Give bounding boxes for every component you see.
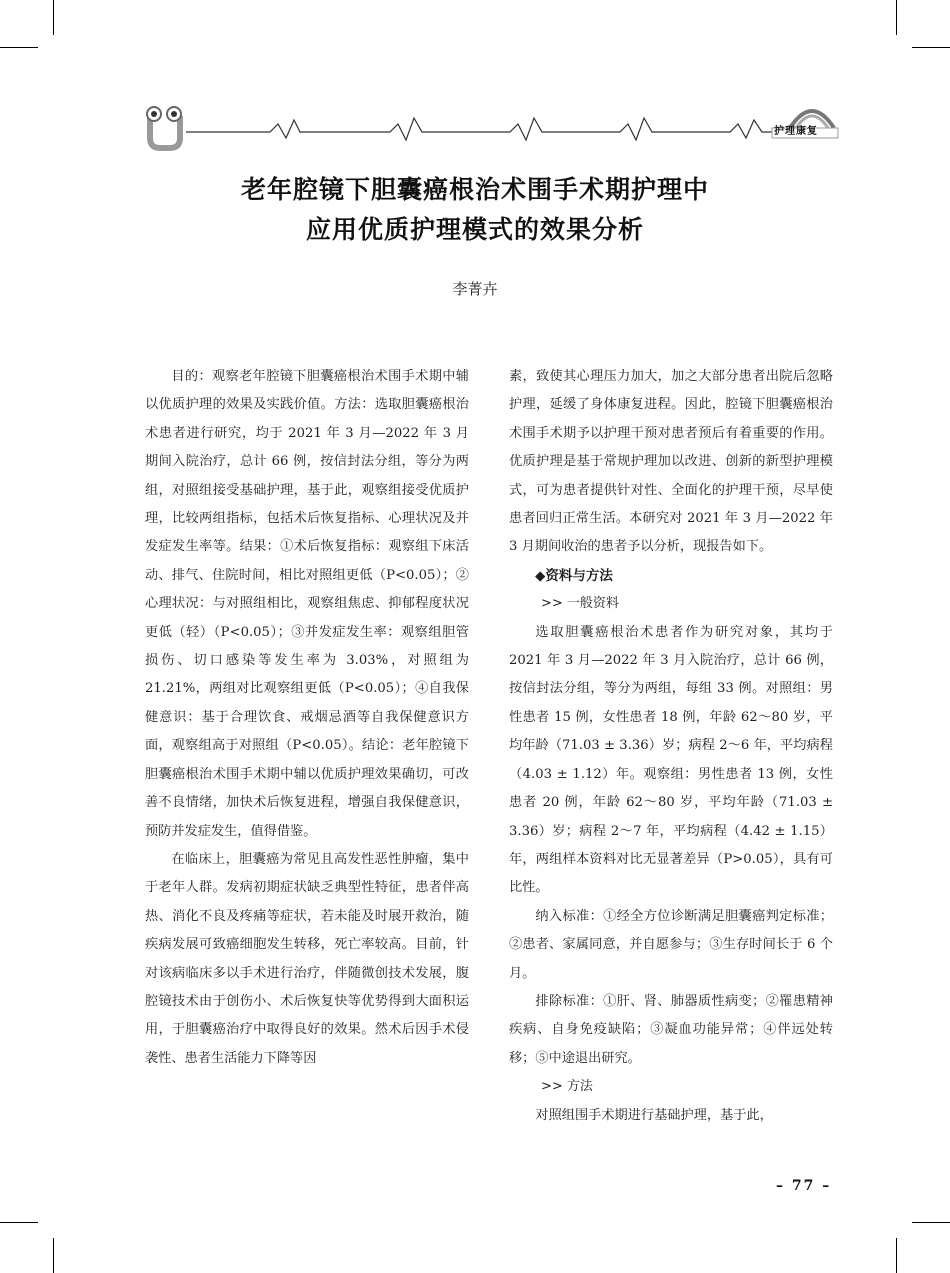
crop-mark bbox=[912, 47, 950, 48]
subsection-heading-method: >> 方法 bbox=[541, 1079, 593, 1095]
right-column bbox=[509, 363, 833, 1130]
section-heading: ◆资料与方法 bbox=[535, 567, 613, 584]
crop-mark bbox=[912, 1222, 950, 1223]
general-info-paragraph: 选取胆囊癌根治术患者作为研究对象，其均于 2021 年 3 月—2022 年 3 月入院治疗，总计 66 例，按信封法分组，等分为两组，每组 33 例。对照组：男性患者 15 例，女性患者 18 例，年龄 62～80 岁，平均年龄（71.03 ± 3.36）岁；病程 2～6 年，平均病程（4.03 ± 1.12）年。观察组：男性患者 13 例，女性患者 20 例，年龄 62～80 岁，平均年龄（71.03 ± 3.36）岁；病程 2～7 年，平均病程（4.42 ± 1.15）年，两组样本资料对比无显著差异（P>0.05），具有可比性。 bbox=[509, 624, 833, 896]
header-decoration bbox=[140, 98, 840, 158]
crop-mark bbox=[896, 0, 897, 35]
crop-mark bbox=[0, 47, 38, 48]
intro-continued-paragraph: 素，致使其心理压力加大，加之大部分患者出院后忽略护理，延缓了身体康复进程。因此，腔镜下胆囊癌根治术围手术期予以护理干预对患者预后有着重要的作用。优质护理是基于常规护理加以改进、创新的新型护理模式，可为患者提供针对性、全面化的护理干预，尽早使患者回归正常生活。本研究对 2021 年 3 月—2022 年 3 月期间收治的患者予以分析，现报告如下。 bbox=[509, 369, 833, 555]
crop-mark bbox=[53, 0, 54, 35]
inclusion-criteria-paragraph: 纳入标准：①经全方位诊断满足胆囊癌判定标准；②患者、家属同意，并自愿参与；③生存时间长于 6 个月。 bbox=[509, 908, 833, 981]
crop-mark bbox=[896, 1238, 897, 1273]
crop-mark bbox=[53, 1238, 54, 1273]
article-title-line1: 老年腔镜下胆囊癌根治术围手术期护理中 bbox=[240, 175, 709, 204]
method-paragraph: 对照组围手术期进行基础护理，基于此， bbox=[535, 1107, 773, 1123]
page-number: – 77 – bbox=[776, 1178, 832, 1194]
abstract-paragraph: 目的：观察老年腔镜下胆囊癌根治术围手术期中辅以优质护理的效果及实践价值。方法：选取胆囊癌根治术患者进行研究，均于 2021 年 3 月—2022 年 3 月期间入院治疗，总计 66 例，按信封法分组，等分为两组，对照组接受基础护理，基于此，观察组接受优质护理，比较两组指标，包括术后恢复指标、心理状况及并发症发生率等。结果：①术后恢复指标：观察组下床活动、排气、住院时间，相比对照组更低（P<0.05）；②心理状况：与对照组相比，观察组焦虑、抑郁程度状况更低（轻）（P<0.05）；③并发症发生率：观察组胆管损伤、切口感染等发生率为 3.03%，对照组为 21.21%，两组对比观察组更低（P<0.05）；④自我保健意识：基于合理饮食、戒烟忌酒等自我保健意识方面，观察组高于对照组（P<0.05）。结论：老年腔镜下胆囊癌根治术围手术期中辅以优质护理效果确切，可改善不良情绪，加快术后恢复进程，增强自我保健意识，预防并发症发生，值得借鉴。 bbox=[145, 369, 469, 839]
intro-paragraph: 在临床上，胆囊癌为常见且高发性恶性肿瘤，集中于老年人群。发病初期症状缺乏典型性特征，患者伴高热、消化不良及疼痛等症状，若未能及时展开救治，随疾病发展可致癌细胞发生转移，死亡率较高。目前，针对该病临床多以手术进行治疗，伴随微创技术发展，腹腔镜技术由于创伤小、术后恢复快等优势得到大面积运用，于胆囊癌治疗中取得良好的效果。然术后因手术侵袭性、患者生活能力下降等因 bbox=[145, 851, 469, 1066]
ecg-line-icon bbox=[186, 118, 772, 140]
subsection-heading-general: >> 一般资料 bbox=[541, 596, 619, 612]
article-title-line2: 应用优质护理模式的效果分析 bbox=[305, 215, 644, 244]
exclusion-criteria-paragraph: 排除标准：①肝、肾、肺器质性病变；②罹患精神疾病、自身免疫缺陷；③凝血功能异常；④伴远处转移；⑤中途退出研究。 bbox=[509, 993, 833, 1066]
section-tag: 护理康复 bbox=[774, 126, 818, 137]
double-u-logo-icon bbox=[147, 107, 181, 148]
author-name: 李菁卉 bbox=[452, 280, 498, 298]
crop-mark bbox=[0, 1222, 38, 1223]
left-column bbox=[145, 363, 469, 1073]
